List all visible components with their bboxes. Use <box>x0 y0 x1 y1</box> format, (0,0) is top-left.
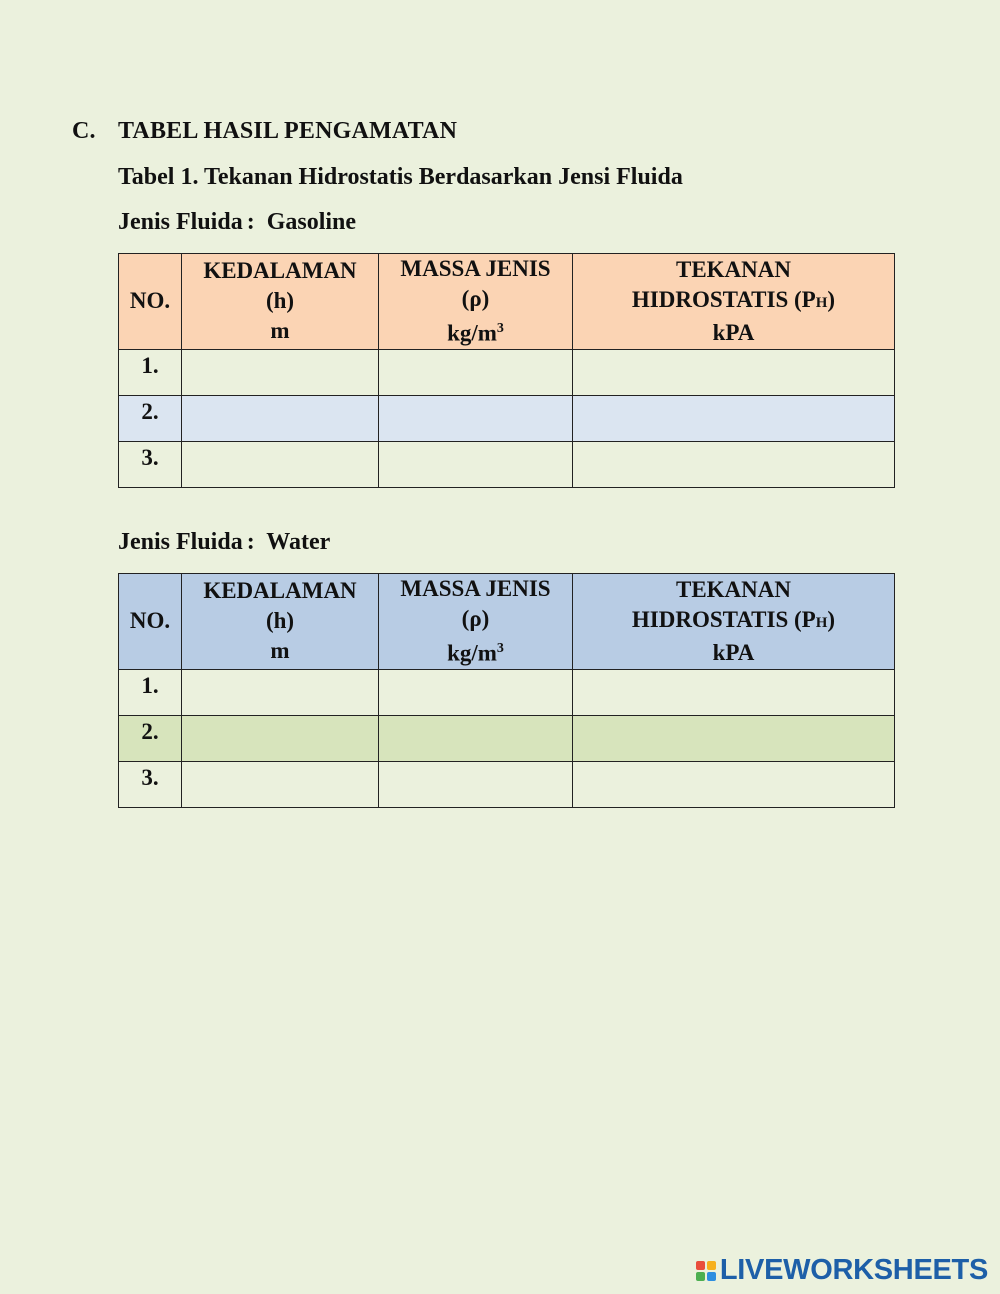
fluid-label-gasoline: Jenis Fluida : Gasoline <box>118 209 357 235</box>
section-heading <box>72 118 457 145</box>
row-number: 3. <box>119 441 182 487</box>
observation-table-water <box>118 573 895 808</box>
density-input-cell[interactable] <box>379 395 573 441</box>
depth-input-cell[interactable] <box>182 669 379 715</box>
fluid-name: Water <box>266 529 331 555</box>
fluid-name: Gasoline <box>266 209 357 235</box>
header-no: NO. <box>119 254 182 350</box>
header-pressure-title: TEKANAN <box>675 256 791 282</box>
pressure-subtitle-suffix: ) <box>827 286 836 312</box>
header-density-unit <box>379 634 572 669</box>
density-input-cell[interactable] <box>379 761 573 807</box>
depth-input-cell[interactable] <box>182 441 379 487</box>
fluid-label-text: Jenis Fluida <box>118 529 243 555</box>
header-density-unit <box>379 314 572 349</box>
density-input-cell[interactable] <box>379 715 573 761</box>
pressure-input-cell[interactable] <box>573 761 895 807</box>
pressure-subscript: H <box>815 294 828 311</box>
pressure-input-cell[interactable] <box>573 669 895 715</box>
header-pressure <box>573 254 895 350</box>
table-row <box>119 761 895 807</box>
header-pressure-unit: kPA <box>712 319 755 345</box>
table-row <box>119 441 895 487</box>
row-number: 2. <box>119 715 182 761</box>
header-depth <box>182 254 379 350</box>
density-unit-exponent: 3 <box>496 321 504 336</box>
liveworksheets-logo <box>696 1254 988 1287</box>
header-density-title: MASSA JENIS <box>400 576 551 601</box>
table-row <box>119 395 895 441</box>
fluid-label-text: Jenis Fluida <box>118 209 243 235</box>
table-header-row <box>119 254 895 350</box>
density-unit-exponent: 3 <box>496 641 504 656</box>
row-number: 1. <box>119 349 182 395</box>
density-unit-base: kg/m <box>447 320 497 346</box>
section-letter: C. <box>72 118 96 144</box>
header-depth <box>182 574 379 670</box>
header-density-title: MASSA JENIS <box>400 256 551 281</box>
table-row <box>119 349 895 395</box>
density-input-cell[interactable] <box>379 669 573 715</box>
pressure-subtitle-prefix: HIDROSTATIS (P <box>631 286 816 312</box>
header-pressure-unit: kPA <box>712 639 755 665</box>
pressure-subscript: H <box>815 614 828 631</box>
header-density <box>379 574 573 670</box>
depth-input-cell[interactable] <box>182 761 379 807</box>
density-unit-base: kg/m <box>447 640 497 666</box>
table-row <box>119 669 895 715</box>
header-depth-unit: m <box>270 638 290 664</box>
pressure-input-cell[interactable] <box>573 715 895 761</box>
pressure-input-cell[interactable] <box>573 349 895 395</box>
pressure-subtitle-suffix: ) <box>827 606 836 632</box>
header-density-symbol: (ρ) <box>461 286 490 311</box>
pressure-input-cell[interactable] <box>573 441 895 487</box>
header-depth-symbol: (h) <box>265 288 295 314</box>
fluid-label-water: Jenis Fluida : Water <box>118 529 331 555</box>
observation-table-gasoline <box>118 253 895 488</box>
logo-mark-icon <box>696 1261 716 1281</box>
logo-text: LIVEWORKSHEETS <box>719 1254 988 1286</box>
section-title: TABEL HASIL PENGAMATAN <box>118 118 458 144</box>
header-depth-symbol: (h) <box>265 608 295 634</box>
table-caption: Tabel 1. Tekanan Hidrostatis Berdasarkan Jensi Fluida <box>118 164 683 190</box>
pressure-subtitle-prefix: HIDROSTATIS (P <box>631 606 816 632</box>
depth-input-cell[interactable] <box>182 395 379 441</box>
header-pressure <box>573 574 895 670</box>
depth-input-cell[interactable] <box>182 715 379 761</box>
header-no: NO. <box>119 574 182 670</box>
header-pressure-subtitle <box>573 605 894 638</box>
density-input-cell[interactable] <box>379 441 573 487</box>
table-row <box>119 715 895 761</box>
header-depth-title: KEDALAMAN <box>203 578 357 604</box>
density-input-cell[interactable] <box>379 349 573 395</box>
depth-input-cell[interactable] <box>182 349 379 395</box>
pressure-input-cell[interactable] <box>573 395 895 441</box>
header-depth-unit: m <box>270 318 290 344</box>
table-header-row <box>119 574 895 670</box>
header-pressure-title: TEKANAN <box>675 576 791 602</box>
header-density <box>379 254 573 350</box>
header-depth-title: KEDALAMAN <box>203 258 357 284</box>
row-number: 3. <box>119 761 182 807</box>
header-pressure-subtitle <box>573 285 894 318</box>
row-number: 1. <box>119 669 182 715</box>
header-density-symbol: (ρ) <box>461 606 490 631</box>
row-number: 2. <box>119 395 182 441</box>
